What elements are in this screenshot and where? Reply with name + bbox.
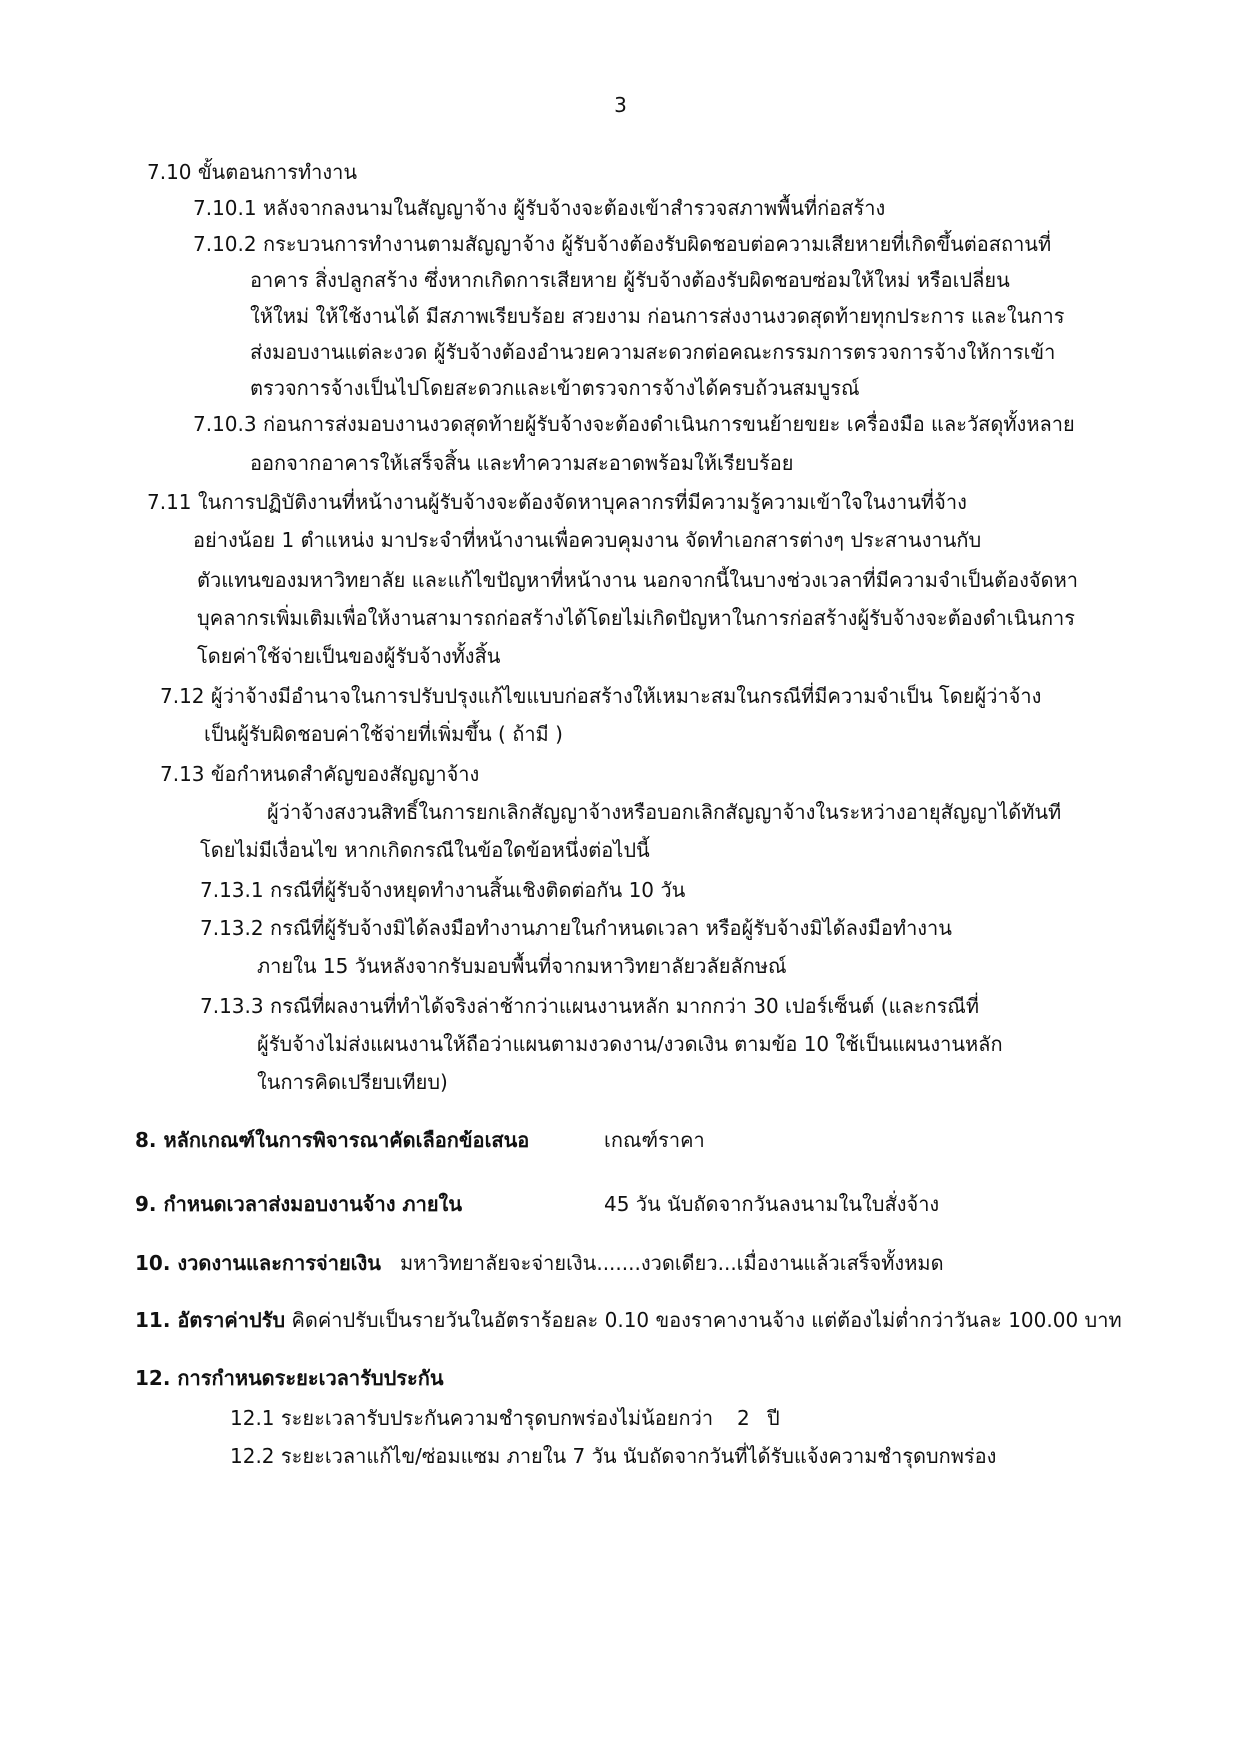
section-7-10-heading: 7.10 ขั้นตอนการทำงาน [147,160,358,184]
item-7-10-2-line-5: ตรวจการจ้างเป็นไปโดยสะดวกและเข้าตรวจการจ้างได้ครบถ้วนสมบูรณ์ [250,376,860,400]
section-7-11-line-3: ตัวแทนของมหาวิทยาลัย และแก้ไขปัญหาที่หน้างาน นอกจากนี้ในบางช่วงเวลาที่มีความจำเป็นต้องจัดหา [197,568,1078,592]
section-8-value: เกณฑ์ราคา [604,1128,705,1152]
section-10-label: 10. งวดงานและการจ่ายเงิน [135,1251,381,1275]
section-7-13-intro-line-2: โดยไม่มีเงื่อนไข หากเกิดกรณีในข้อใดข้อหนึ่งต่อไปนี้ [200,838,650,862]
page-number: 3 [614,93,627,117]
item-7-10-2-line-1: 7.10.2 กระบวนการทำงานตามสัญญาจ้าง ผู้รับจ้างต้องรับผิดชอบต่อความเสียหายที่เกิดขึ้นต่อสถานที่ [193,232,1052,256]
section-11 [135,1305,1122,1335]
item-12-1-label: 12.1 ระยะเวลารับประกันความชำรุดบกพร่องไม่น้อยกว่า [230,1406,714,1430]
item-12-1-number: 2 [737,1406,750,1430]
section-9-label: 9. กำหนดเวลาส่งมอบงานจ้าง ภายใน [135,1192,462,1216]
section-7-12-line-1: 7.12 ผู้ว่าจ้างมีอำนาจในการปรับปรุงแก้ไขแบบก่อสร้างให้เหมาะสมในกรณีที่มีความจำเป็น โดยผู้ว่าจ้าง [160,684,1042,708]
item-7-10-3-line-1: 7.10.3 ก่อนการส่งมอบงานงวดสุดท้ายผู้รับจ้างจะต้องดำเนินการขนย้ายขยะ เครื่องมือ และวัสดุทั้งหลาย [193,412,1075,436]
section-7-11-line-5: โดยค่าใช้จ่ายเป็นของผู้รับจ้างทั้งสิ้น [197,644,501,668]
section-7-13-heading: 7.13 ข้อกำหนดสำคัญของสัญญาจ้าง [160,762,480,786]
item-12-1-unit: ปี [767,1406,780,1430]
item-7-10-2-line-4: ส่งมอบงานแต่ละงวด ผู้รับจ้างต้องอำนวยความสะดวกต่อคณะกรรมการตรวจการจ้างให้การเข้า [250,340,1056,364]
item-7-13-2-line-1: 7.13.2 กรณีที่ผู้รับจ้างมิได้ลงมือทำงานภายในกำหนดเวลา หรือผู้รับจ้างมิได้ลงมือทำงาน [200,916,952,940]
item-7-13-3-line-1: 7.13.3 กรณีที่ผลงานที่ทำได้จริงล่าช้ากว่าแผนงานหลัก มากกว่า 30 เปอร์เซ็นต์ (และกรณีที่ [200,994,980,1018]
item-7-10-2-line-2: อาคาร สิ่งปลูกสร้าง ซึ่งหากเกิดการเสียหาย ผู้รับจ้างต้องรับผิดชอบซ่อมให้ใหม่ หรือเปลี่ยน [250,268,1010,292]
section-8-label: 8. หลักเกณฑ์ในการพิจารณาคัดเลือกข้อเสนอ [135,1128,530,1152]
section-9-value: 45 วัน นับถัดจากวันลงนามในใบสั่งจ้าง [604,1192,940,1216]
item-7-13-3-line-2: ผู้รับจ้างไม่ส่งแผนงานให้ถือว่าแผนตามงวดงาน/งวดเงิน ตามข้อ 10 ใช้เป็นแผนงานหลัก [257,1032,1003,1056]
section-11-label: 11. อัตราค่าปรับ [135,1308,286,1332]
section-7-11-line-1: 7.11 ในการปฏิบัติงานที่หน้างานผู้รับจ้างจะต้องจัดหาบุคลากรที่มีความรู้ความเข้าใจในงานที่จ้าง [147,490,967,514]
item-12-2: 12.2 ระยะเวลาแก้ไข/ซ่อมแซม ภายใน 7 วัน นับถัดจากวันที่ได้รับแจ้งความชำรุดบกพร่อง [230,1444,997,1468]
section-10-value: มหาวิทยาลัยจะจ่ายเงิน.......งวดเดียว...เมื่องานแล้วเสร็จทั้งหมด [400,1251,944,1275]
item-7-10-3-line-2: ออกจากอาคารให้เสร็จสิ้น และทำความสะอาดพร้อมให้เรียบร้อย [250,451,794,475]
section-7-11-line-4: บุคลากรเพิ่มเติมเพื่อให้งานสามารถก่อสร้างได้โดยไม่เกิดปัญหาในการก่อสร้างผู้รับจ้างจะต้องดำเนินการ [197,606,1076,630]
section-7-13-intro-line-1: ผู้ว่าจ้างสงวนสิทธิ์ในการยกเลิกสัญญาจ้างหรือบอกเลิกสัญญาจ้างในระหว่างอายุสัญญาได้ทันที [267,800,1062,824]
section-11-value: คิดค่าปรับเป็นรายวันในอัตราร้อยละ 0.10 ของราคางานจ้าง แต่ต้องไม่ต่ำกว่าวันละ 100.00 บาท [291,1308,1122,1332]
item-7-10-2-line-3: ให้ใหม่ ให้ใช้งานได้ มีสภาพเรียบร้อย สวยงาม ก่อนการส่งงานงวดสุดท้ายทุกประการ และในการ [250,304,1065,328]
section-7-11-line-2: อย่างน้อย 1 ตำแหน่ง มาประจำที่หน้างานเพื่อควบคุมงาน จัดทำเอกสารต่างๆ ประสานงานกับ [193,528,982,552]
item-7-13-3-line-3: ในการคิดเปรียบเทียบ) [257,1070,448,1094]
item-7-13-2-line-2: ภายใน 15 วันหลังจากรับมอบพื้นที่จากมหาวิทยาลัยวลัยลักษณ์ [257,954,787,978]
item-7-10-1: 7.10.1 หลังจากลงนามในสัญญาจ้าง ผู้รับจ้างจะต้องเข้าสำรวจสภาพพื้นที่ก่อสร้าง [193,196,886,220]
section-7-12-line-2: เป็นผู้รับผิดชอบค่าใช้จ่ายที่เพิ่มขึ้น ( ถ้ามี ) [204,722,563,746]
section-12-heading: 12. การกำหนดระยะเวลารับประกัน [135,1366,444,1390]
item-7-13-1: 7.13.1 กรณีที่ผู้รับจ้างหยุดทำงานสิ้นเชิงติดต่อกัน 10 วัน [200,878,686,902]
